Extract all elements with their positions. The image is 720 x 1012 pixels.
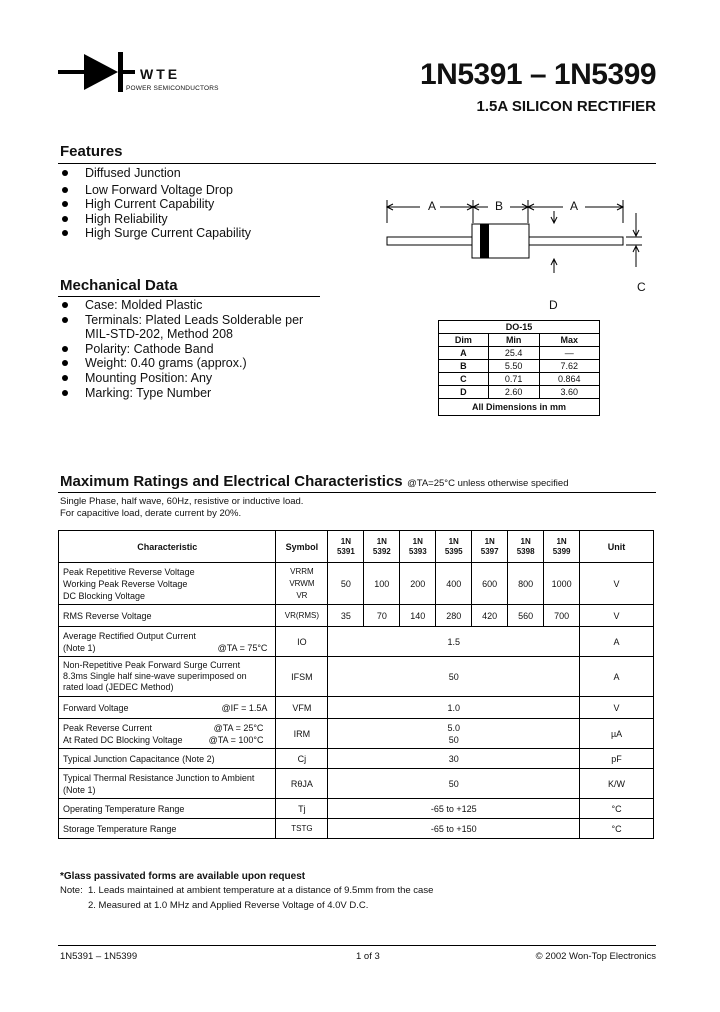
char-cell: Typical Junction Capacitance (Note 2) xyxy=(59,749,276,769)
table-row xyxy=(59,657,654,697)
unit-cell: K/W xyxy=(580,769,654,799)
char-cell: Peak Reverse Current @TA = 25°C At Rated DC Blocking Voltage @TA = 100°C xyxy=(59,719,276,749)
char-cell: Operating Temperature Range xyxy=(59,799,276,819)
mechanical-item: Polarity: Cathode Band xyxy=(60,342,315,357)
ratings-heading xyxy=(60,473,568,491)
value-cell: 5.0 50 xyxy=(328,719,580,749)
value-cell: 30 xyxy=(328,749,580,769)
features-list xyxy=(60,166,380,241)
value-cell: 560 xyxy=(508,605,544,627)
col-symbol: Symbol xyxy=(276,531,328,563)
logo-name: WTE xyxy=(140,66,181,82)
unit-cell: V xyxy=(580,697,654,719)
char-cell: RMS Reverse Voltage xyxy=(59,605,276,627)
dim-label-d: D xyxy=(549,298,558,312)
table-row xyxy=(59,749,654,769)
table-row xyxy=(59,719,654,749)
features-title: Features xyxy=(60,143,123,160)
dimension-table xyxy=(438,320,600,416)
mechanical-item: Mounting Position: Any xyxy=(60,371,315,386)
value-cell: 50 xyxy=(328,657,580,697)
note-1: 1. Leads maintained at ambient temperature at a distance of 9.5mm from the case xyxy=(88,885,434,896)
footer-page: 1 of 3 xyxy=(356,951,380,962)
mechanical-title: Mechanical Data xyxy=(60,277,178,294)
table-row xyxy=(59,819,654,839)
table-row xyxy=(59,627,654,657)
char-cell: Storage Temperature Range xyxy=(59,819,276,839)
dim-cell: 0.864 xyxy=(539,373,599,386)
features-rule xyxy=(58,163,656,164)
dim-header: Dim xyxy=(439,334,489,347)
mechanical-item: Weight: 0.40 grams (approx.) xyxy=(60,356,315,371)
col-characteristic: Characteristic xyxy=(59,531,276,563)
ratings-note-1: Single Phase, half wave, 60Hz, resistive or inductive load. xyxy=(60,496,304,507)
unit-cell: A xyxy=(580,627,654,657)
condition-text: @TA = 100°C xyxy=(208,734,264,745)
symbol-cell: IRM xyxy=(276,719,328,749)
symbol-cell: IO xyxy=(276,627,328,657)
part-title: 1N5391 – 1N5399 xyxy=(419,58,656,91)
footer-left: 1N5391 – 1N5399 xyxy=(60,951,138,962)
dim-label-c: C xyxy=(637,280,646,294)
value-cell: 100 xyxy=(364,563,400,605)
dim-cell: — xyxy=(539,347,599,360)
symbol-cell: VFM xyxy=(276,697,328,719)
col-part: 1N 5392 xyxy=(364,531,400,563)
feature-item: Diffused Junction xyxy=(60,166,380,181)
value-cell: 400 xyxy=(436,563,472,605)
symbol-cell: RθJA xyxy=(276,769,328,799)
ratings-rule xyxy=(58,492,656,493)
symbol-cell: VR(RMS) xyxy=(276,605,328,627)
ratings-table xyxy=(58,530,654,839)
unit-cell: A xyxy=(580,657,654,697)
condition-text: @TA = 75°C xyxy=(217,642,268,653)
col-unit: Unit xyxy=(580,531,654,563)
condition-text: @TA = 25°C xyxy=(213,722,264,733)
condition-text: @IF = 1.5A xyxy=(221,702,268,713)
char-cell: Forward Voltage @IF = 1.5A xyxy=(59,697,276,719)
value-cell: 50 xyxy=(328,769,580,799)
dim-label-a: A xyxy=(570,199,579,213)
feature-item: High Reliability xyxy=(60,212,380,227)
symbol-cell: Cj xyxy=(276,749,328,769)
mechanical-list xyxy=(60,298,315,400)
table-header-row xyxy=(59,531,654,563)
value-cell: 50 xyxy=(328,563,364,605)
footer-rule xyxy=(58,945,656,946)
dim-label-b: B xyxy=(495,199,504,213)
dim-header: Max xyxy=(539,334,599,347)
dim-cell: B xyxy=(439,360,489,373)
dim-cell: 0.71 xyxy=(488,373,539,386)
col-part: 1N 5395 xyxy=(436,531,472,563)
unit-cell: V xyxy=(580,605,654,627)
note-label: Note: xyxy=(60,885,83,896)
dim-row xyxy=(439,386,600,399)
value-cell: 1000 xyxy=(544,563,580,605)
char-cell: Typical Thermal Resistance Junction to Ambient (Note 1) xyxy=(59,769,276,799)
value-cell: 1.0 xyxy=(328,697,580,719)
package-name: DO-15 xyxy=(439,321,600,334)
feature-item: High Current Capability xyxy=(60,197,380,212)
col-part: 1N 5398 xyxy=(508,531,544,563)
unit-cell: °C xyxy=(580,799,654,819)
dim-cell: 7.62 xyxy=(539,360,599,373)
unit-cell: °C xyxy=(580,819,654,839)
mechanical-rule xyxy=(58,296,320,297)
value-cell: 800 xyxy=(508,563,544,605)
dim-label-a: A xyxy=(428,199,437,213)
table-row xyxy=(59,605,654,627)
col-part: 1N 5399 xyxy=(544,531,580,563)
mechanical-item: Marking: Type Number xyxy=(60,386,315,401)
feature-item: High Surge Current Capability xyxy=(60,226,380,241)
logo-tagline: POWER SEMICONDUCTORS xyxy=(126,85,219,92)
value-cell: 1.5 xyxy=(328,627,580,657)
dim-cell: A xyxy=(439,347,489,360)
dim-cell: 2.60 xyxy=(488,386,539,399)
symbol-cell: VRRM VRWM VR xyxy=(276,563,328,605)
dim-cell: D xyxy=(439,386,489,399)
unit-cell: µA xyxy=(580,719,654,749)
dim-header: Min xyxy=(488,334,539,347)
ratings-condition: @TA=25°C unless otherwise specified xyxy=(407,478,569,489)
dim-cell: 3.60 xyxy=(539,386,599,399)
symbol-cell: Tj xyxy=(276,799,328,819)
dim-row xyxy=(439,347,600,360)
note-2: 2. Measured at 1.0 MHz and Applied Reverse Voltage of 4.0V D.C. xyxy=(88,900,369,911)
part-subtitle: 1.5A SILICON RECTIFIER xyxy=(476,98,656,115)
cathode-band xyxy=(480,224,489,258)
value-cell: 35 xyxy=(328,605,364,627)
dim-cell: 5.50 xyxy=(488,360,539,373)
dim-cell: C xyxy=(439,373,489,386)
value-cell: -65 to +150 xyxy=(328,819,580,839)
char-cell: Non-Repetitive Peak Forward Surge Current 8.3ms Single half sine-wave superimposed on rated load (JEDEC Method) xyxy=(59,657,276,697)
mechanical-item: Terminals: Plated Leads Solderable per MIL-STD-202, Method 208 xyxy=(60,313,315,342)
mechanical-item: Case: Molded Plastic xyxy=(60,298,315,313)
value-cell: 600 xyxy=(472,563,508,605)
dim-cell: 25.4 xyxy=(488,347,539,360)
table-row xyxy=(59,769,654,799)
symbol-cell: TSTG xyxy=(276,819,328,839)
table-row xyxy=(59,563,654,605)
col-part: 1N 5391 xyxy=(328,531,364,563)
dim-row xyxy=(439,373,600,386)
col-part: 1N 5393 xyxy=(400,531,436,563)
dim-footer: All Dimensions in mm xyxy=(439,399,600,416)
value-cell: -65 to +125 xyxy=(328,799,580,819)
footer-copyright: © 2002 Won-Top Electronics xyxy=(535,951,656,962)
glass-passivated-note: *Glass passivated forms are available upon request xyxy=(60,871,306,882)
do15-outline-drawing xyxy=(380,195,660,325)
value-cell: 420 xyxy=(472,605,508,627)
col-part: 1N 5397 xyxy=(472,531,508,563)
ratings-note-2: For capacitive load, derate current by 20%. xyxy=(60,508,242,519)
dim-row xyxy=(439,360,600,373)
value-cell: 70 xyxy=(364,605,400,627)
unit-cell: pF xyxy=(580,749,654,769)
char-cell: Peak Repetitive Reverse Voltage Working Peak Reverse Voltage DC Blocking Voltage xyxy=(59,563,276,605)
value-cell: 280 xyxy=(436,605,472,627)
table-row xyxy=(59,799,654,819)
feature-item: Low Forward Voltage Drop xyxy=(60,183,380,198)
value-cell: 140 xyxy=(400,605,436,627)
unit-cell: V xyxy=(580,563,654,605)
value-cell: 700 xyxy=(544,605,580,627)
value-cell: 200 xyxy=(400,563,436,605)
symbol-cell: IFSM xyxy=(276,657,328,697)
char-cell: Average Rectified Output Current (Note 1) @TA = 75°C xyxy=(59,627,276,657)
ratings-title: Maximum Ratings and Electrical Characteristics xyxy=(60,473,403,490)
table-row xyxy=(59,697,654,719)
